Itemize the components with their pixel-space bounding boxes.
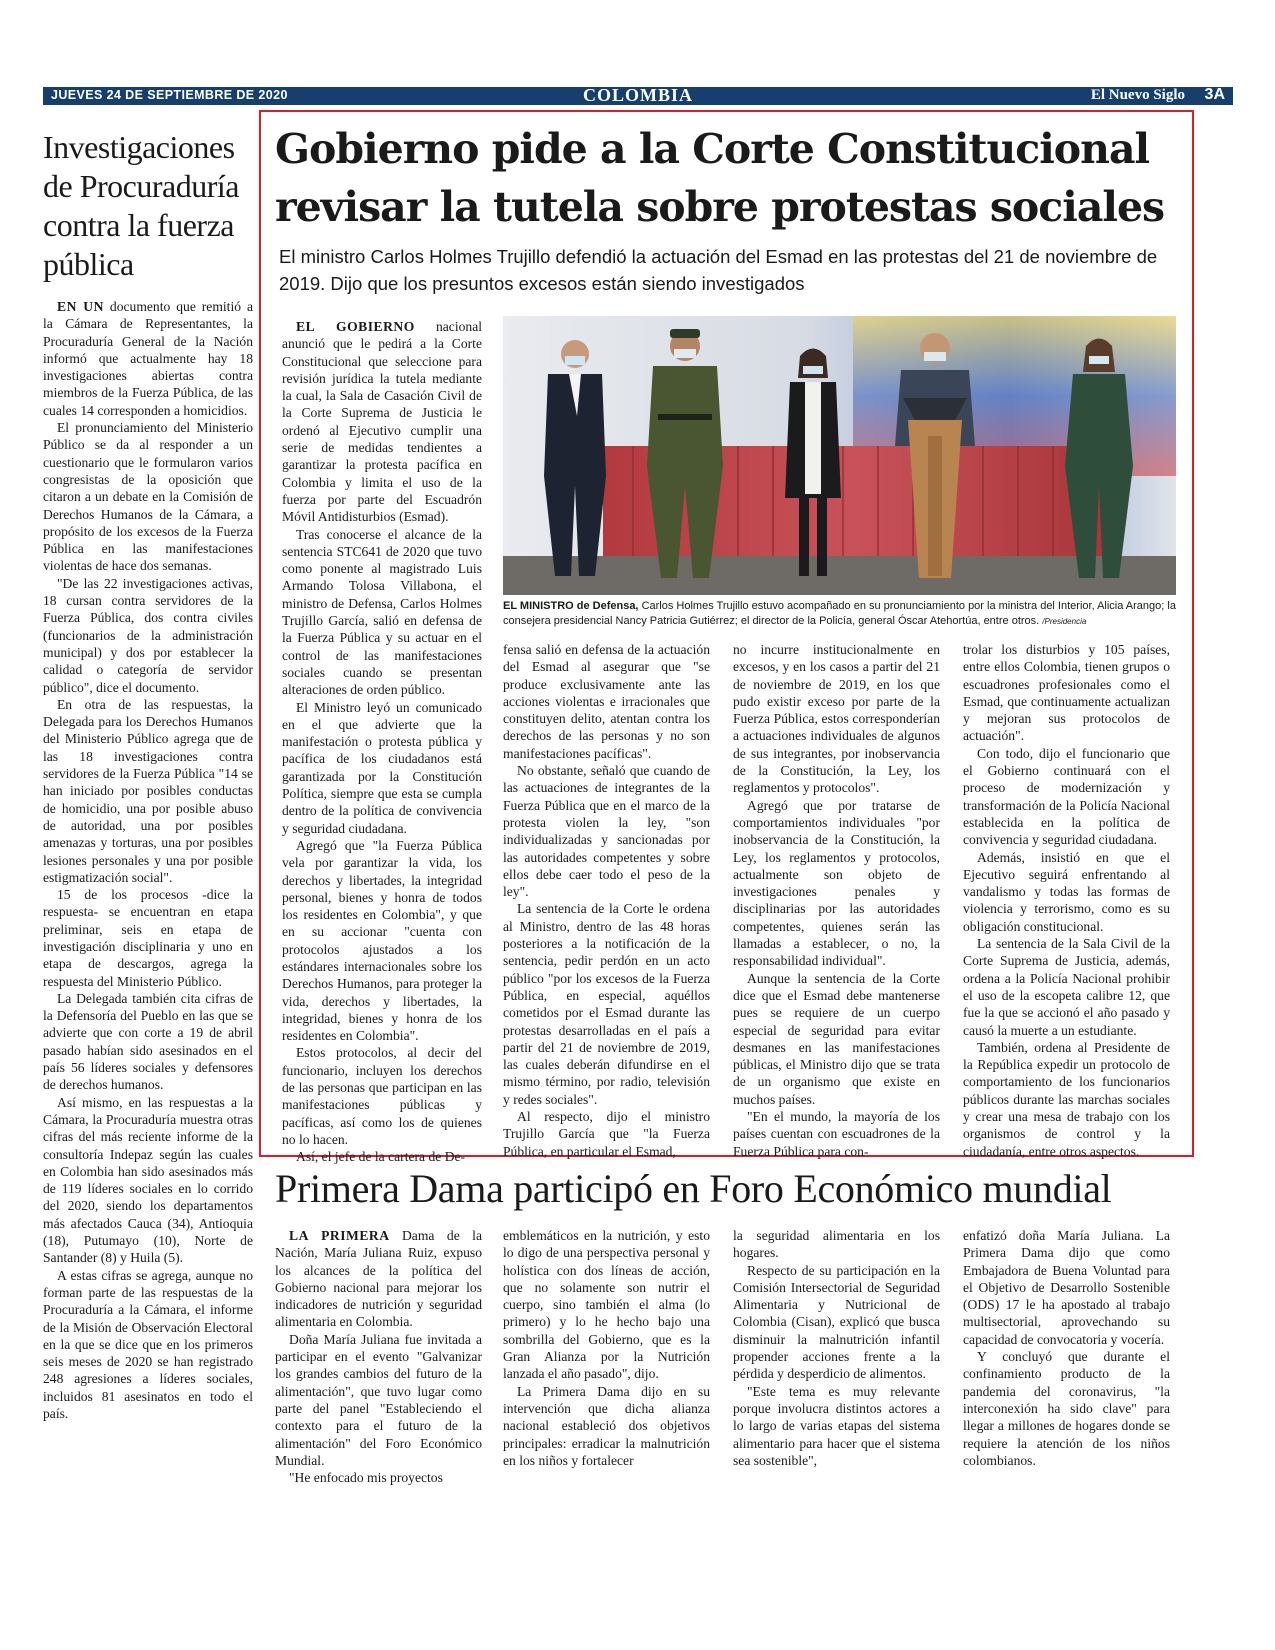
main-paragraph: El Ministro leyó un comunicado en el que advierte que la manifestación o protesta pública y pacífica de los ciudadanos está garantizada por la Constitución Política, siempre que esta se cumpla dentro de la política de convivencia y seguridad ciudadana. — [282, 699, 482, 836]
second-column-3 — [733, 1227, 940, 1469]
sidebar-paragraph: documento que remitió a la Cámara de Representantes, la Procuraduría General de la Nación informó que actualmente hay 18 investigaciones abiertas contra miembros de la Fuerza Pública, de las cuales 14 corresponden a homicidios. — [43, 299, 253, 418]
second-paragraph: Respecto de su participación en la Comisión Intersectorial de Seguridad Alimentaria y Nutricional de Colombia (Cisan), explicó que busca disminuir la malnutrición infantil propender acciones frente a la pérdida y desperdicio de alimentos. — [733, 1262, 940, 1382]
sidebar-lead: EN UN — [57, 299, 104, 314]
main-paragraph: Al respecto, dijo el ministro Trujillo García que "la Fuerza Pública, en particular el Esmad, — [503, 1109, 710, 1159]
sidebar-body — [43, 298, 253, 1422]
main-column-1 — [282, 318, 482, 1166]
main-paragraph: Agregó que "la Fuerza Pública vela por garantizar la vida, los derechos y libertades, la integridad personal, bienes y honra de todos los residentes en Colombia", y que en su accionar "cuenta con protocolos ajustados a los estándares internacionales sobre los Derechos Humanos, para proteger la vida, derechos y libertades, la integridad, bienes y honra de los residentes en Colombia". — [282, 837, 482, 1044]
photo-illustration — [503, 316, 1176, 595]
second-paragraph: Doña María Juliana fue invitada a participar en el evento "Galvanizar los grandes cambios del futuro de la alimentación", que tuvo lugar como parte del panel "Estableciendo el contexto para el futuro de la alimentación" del Foro Económico Mundial. — [275, 1331, 482, 1468]
main-paragraph: Aunque la sentencia de la Corte dice que el Esmad debe mantenerse pues se requiere de un cuerpo especial de seguridad para evitar desmanes en las manifestaciones públicas, el Ministro dijo que se trata de un organismo que existe en muchos países. — [733, 970, 940, 1107]
main-paragraph: fensa salió en defensa de la actuación del Esmad al asegurar que "se produce exclusivamente ante las acciones violentas e irracionales que constituyen delito, atentan contra los derechos de las personas y no son manifestaciones pacíficas". — [503, 642, 710, 761]
main-paragraph: trolar los disturbios y 105 países, entre ellos Colombia, tienen grupos o escuadrones profesionales como el Esmad, que continuamente actualizan y mejoran sus protocolos de actuación". — [963, 642, 1170, 744]
main-paragraph: Con todo, dijo el funcionario que el Gobierno continuará con el proceso de modernización y transformación de la Policía Nacional establecida en la política de convivencia y seguridad ciudadana. — [963, 745, 1170, 848]
second-paragraph: Y concluyó que durante el confinamiento producto de la pandemia del coronavirus, "la interconexión ha sido clave" para llegar a millones de hogares donde se requiere la atención de los niños colombianos. — [963, 1349, 1170, 1468]
second-paragraph: emblemáticos en la nutrición, y esto lo digo de una perspectiva personal y holística con dos líneas de acción, que no solamente son nutrir el cuerpo, sino también el alma (lo primero) y lo he hecho bajo una sombrilla del Gobierno, que es la Gran Alianza por la Nutrición lanzada el año pasado", dijo. — [503, 1228, 710, 1382]
main-paragraph: "En el mundo, la mayoría de los países cuentan con escuadrones de la Fuerza Pública para con- — [733, 1109, 940, 1159]
main-lead: EL GOBIERNO — [296, 319, 415, 334]
press-conference-photo — [503, 316, 1176, 595]
caption-credit: /Presidencia — [1042, 617, 1087, 626]
second-lead: LA PRIMERA — [289, 1228, 390, 1243]
main-paragraph: Tras conocerse el alcance de la sentencia STC641 de 2020 que tuvo como ponente al magistrado Luis Armando Tolosa Villabona, el ministro de Defensa, Carlos Holmes Trujillo García, salió en defensa de la Fuerza Pública y su actuar en el control de las manifestaciones sociales cuando se presentan alteraciones de orden público. — [282, 526, 482, 698]
main-paragraph: También, ordena al Presidente de la República expedir un protocolo de comportamiento de los funcionarios públicos durante las marchas sociales y crear una mesa de trabajo con los organismos de control y la ciudadanía, entre otros aspectos. — [963, 1039, 1170, 1159]
publication-name: El Nuevo Siglo — [1090, 87, 1185, 103]
second-column-4 — [963, 1227, 1170, 1469]
section-name: COLOMBIA — [582, 85, 693, 105]
main-paragraph: Estos protocolos, al decir del funcionario, incluyen los derechos de las personas que participan en las manifestaciones públicas y pacíficas, así como los de quienes no lo hacen. — [282, 1045, 482, 1147]
sidebar-paragraph: En otra de las respuestas, la Delegada para los Derechos Humanos del Ministerio Público agrega que de las 18 investigaciones contra servidores de la Fuerza Pública "14 se han iniciado por posibles conductas de homicidio, una por posible abuso de autoridad, una por posibles amenazas y torturas, una por posibles lesiones personales y una por posible estigmatización social". — [43, 696, 253, 885]
caption-text: Carlos Holmes Trujillo estuvo acompañado en su pronunciamiento por la ministra del Interior, Alicia Arango; la consejera presidencial Nancy Patricia Gutiérrez; el director de la Policía, general Óscar Atehortúa, entre otros. — [503, 600, 1176, 627]
caption-lead: EL MINISTRO de Defensa, — [503, 600, 639, 612]
page-header — [43, 87, 1233, 105]
main-column-3 — [733, 641, 940, 1160]
sidebar-paragraph: El pronunciamiento del Ministerio Público se da al responder a un cuestionario que le formularon varios congresistas de la oposición que citaron a un debate en la Comisión de Derechos Humanos de la Cámara, a propósito de los excesos de la Fuerza Pública en las manifestaciones violentas de hace dos semanas. — [43, 420, 253, 574]
main-subheadline: El ministro Carlos Holmes Trujillo defendió la actuación del Esmad en las protestas del 21 de noviembre de 2019. Dijo que los presuntos excesos están siendo investigados — [279, 246, 1158, 294]
second-headline: Primera Dama participó en Foro Económico mundial — [275, 1166, 1112, 1211]
main-paragraph: No obstante, señaló que cuando de las actuaciones de integrantes de la Fuerza Pública que en el marco de la protesta violen la ley, "son individualizadas y sancionadas por las autoridades competentes y sobre ellos debe caer todo el peso de la ley". — [503, 763, 710, 900]
sidebar-paragraph: A estas cifras se agrega, aunque no forman parte de las respuestas de la Procuraduría a la Cámara, el informe de la Misión de Observación Electoral en la que se dice que en los primeros seis meses de 2020 se han registrado 248 agresiones a líderes sociales, incluidos 81 asesinatos en todo el país. — [43, 1267, 253, 1421]
second-paragraph: "Este tema es muy relevante porque involucra distintos actores a lo largo de varias etapas del sistema alimentario para hacer que el sistema sea sostenible", — [733, 1383, 940, 1468]
main-paragraph: Así, el jefe de la cartera de De- — [296, 1149, 466, 1165]
second-paragraph: "He enfocado mis proyectos — [289, 1470, 443, 1486]
sidebar-paragraph: Así mismo, en las respuestas a la Cámara, la Procuraduría muestra otras cifras del más reciente informe de la consultoría Indepaz según las cuales en Colombia han sido asesinados más de 119 líderes sociales en lo corrido del 2020, siendo los departamentos más afectados Cauca (34), Antioquia (18), Putumayo (10), Norte de Santander (8) y Huila (5). — [43, 1094, 253, 1266]
main-paragraph: Además, insistió en que el Ejecutivo seguirá enfrentando al vandalismo y todas las formas de violencia y terrorismo, como es su obligación constitucional. — [963, 849, 1170, 934]
second-paragraph: La Primera Dama dijo en su intervención que dicha alianza nacional estableció dos objetivos principales: erradicar la malnutrición en los niños y fortalecer — [503, 1383, 710, 1468]
main-column-2 — [503, 641, 710, 1160]
sidebar-article — [43, 128, 253, 1422]
main-paragraph: no incurre institucionalmente en excesos, y en los casos a partir del 21 de noviembre de 2019, en los que pudo existir exceso por parte de la Fuerza Pública, estos corresponderían a actuaciones individuales de algunos de sus integrantes, por inobservancia de la Constitución, la Ley, los reglamentos y protocolos". — [733, 642, 940, 796]
main-headline: Gobierno pide a la Corte Constitucional revisar la tutela sobre protestas sociales — [275, 125, 1165, 231]
photo-caption — [503, 599, 1176, 629]
sidebar-title: Investigaciones de Procuraduría contra la fuerza pública — [43, 129, 239, 282]
sidebar-paragraph: La Delegada también cita cifras de la Defensoría del Pueblo en las que se advierte que con corte a 19 de abril pasado habían sido asesinados en el país 56 líderes sociales y defensores de derechos humanos. — [43, 990, 253, 1093]
main-paragraph: nacional anunció que le pedirá a la Corte Constitucional que seleccione para revisión jurídica la tutela mediante la cual, la Sala de Casación Civil de la Corte Suprema de Justicia le ordenó al Ejecutivo cumplir una serie de medidas tendientes a garantizar la protesta pacífica en Colombia y limita el uso de la fuerza por parte del Escuadrón Móvil Antidisturbios (Esmad). — [282, 319, 482, 525]
sidebar-paragraph: 15 de los procesos -dice la respuesta- se encuentran en etapa preliminar, seis en etapa de investigación disciplinaria y uno en etapa de descargos, agrega la respuesta del Ministerio Público. — [43, 887, 253, 989]
main-paragraph: Agregó que por tratarse de comportamientos individuales "por inobservancia de la Constitución, la Ley, los reglamentos y protocolos, actualmente son objeto de investigaciones penales y disciplinarias por las autoridades competentes, quienes serán las llamadas a establecer, o no, la responsabilidad individual". — [733, 797, 940, 969]
main-column-4 — [963, 641, 1170, 1160]
main-paragraph: La sentencia de la Sala Civil de la Corte Suprema de Justicia, además, ordena a la Policía Nacional prohibir el uso de la escopeta calibre 12, que fue la que se accionó el año pasado y causó la muerte a un estudiante. — [963, 936, 1170, 1038]
sidebar-paragraph: "De las 22 investigaciones activas, 18 cursan contra servidores de la Fuerza Pública, dos contra civiles (funcionarios de la administración municipal) y dos por establecer la calidad o categoría de servidor público", dice el documento. — [43, 575, 253, 695]
page-number: 3A — [1204, 86, 1225, 103]
second-paragraph: enfatizó doña María Juliana. La Primera Dama dijo que como Embajadora de Buena Voluntad para el Objetivo de Desarrollo Sostenible (ODS) 17 le ha apostado al trabajo multisectorial, aprovechando su capacidad de convocatoria y vocería. — [963, 1228, 1170, 1347]
second-paragraph: la seguridad alimentaria en los hogares. — [733, 1228, 940, 1261]
second-column-1 — [275, 1227, 482, 1486]
main-paragraph: La sentencia de la Corte le ordena al Ministro, dentro de las 48 horas posteriores a la notificación de la sentencia, pedir perdón en un acto público "por los excesos de la Fuerza Pública, en especial, aquéllos cometidos por el Esmad durante las protestas desarrolladas en el país a partir del 21 de noviembre de 2019, las cuales deberán difundirse en el mismo término, por radio, televisión y redes sociales". — [503, 901, 710, 1107]
issue-date: JUEVES 24 DE SEPTIEMBRE DE 2020 — [51, 88, 288, 102]
second-column-2 — [503, 1227, 710, 1469]
second-paragraph: Dama de la Nación, María Juliana Ruiz, expuso los alcances de la política del Gobierno nacional para mejorar los indicadores de nutrición y seguridad alimentaria en Colombia. — [275, 1228, 482, 1330]
